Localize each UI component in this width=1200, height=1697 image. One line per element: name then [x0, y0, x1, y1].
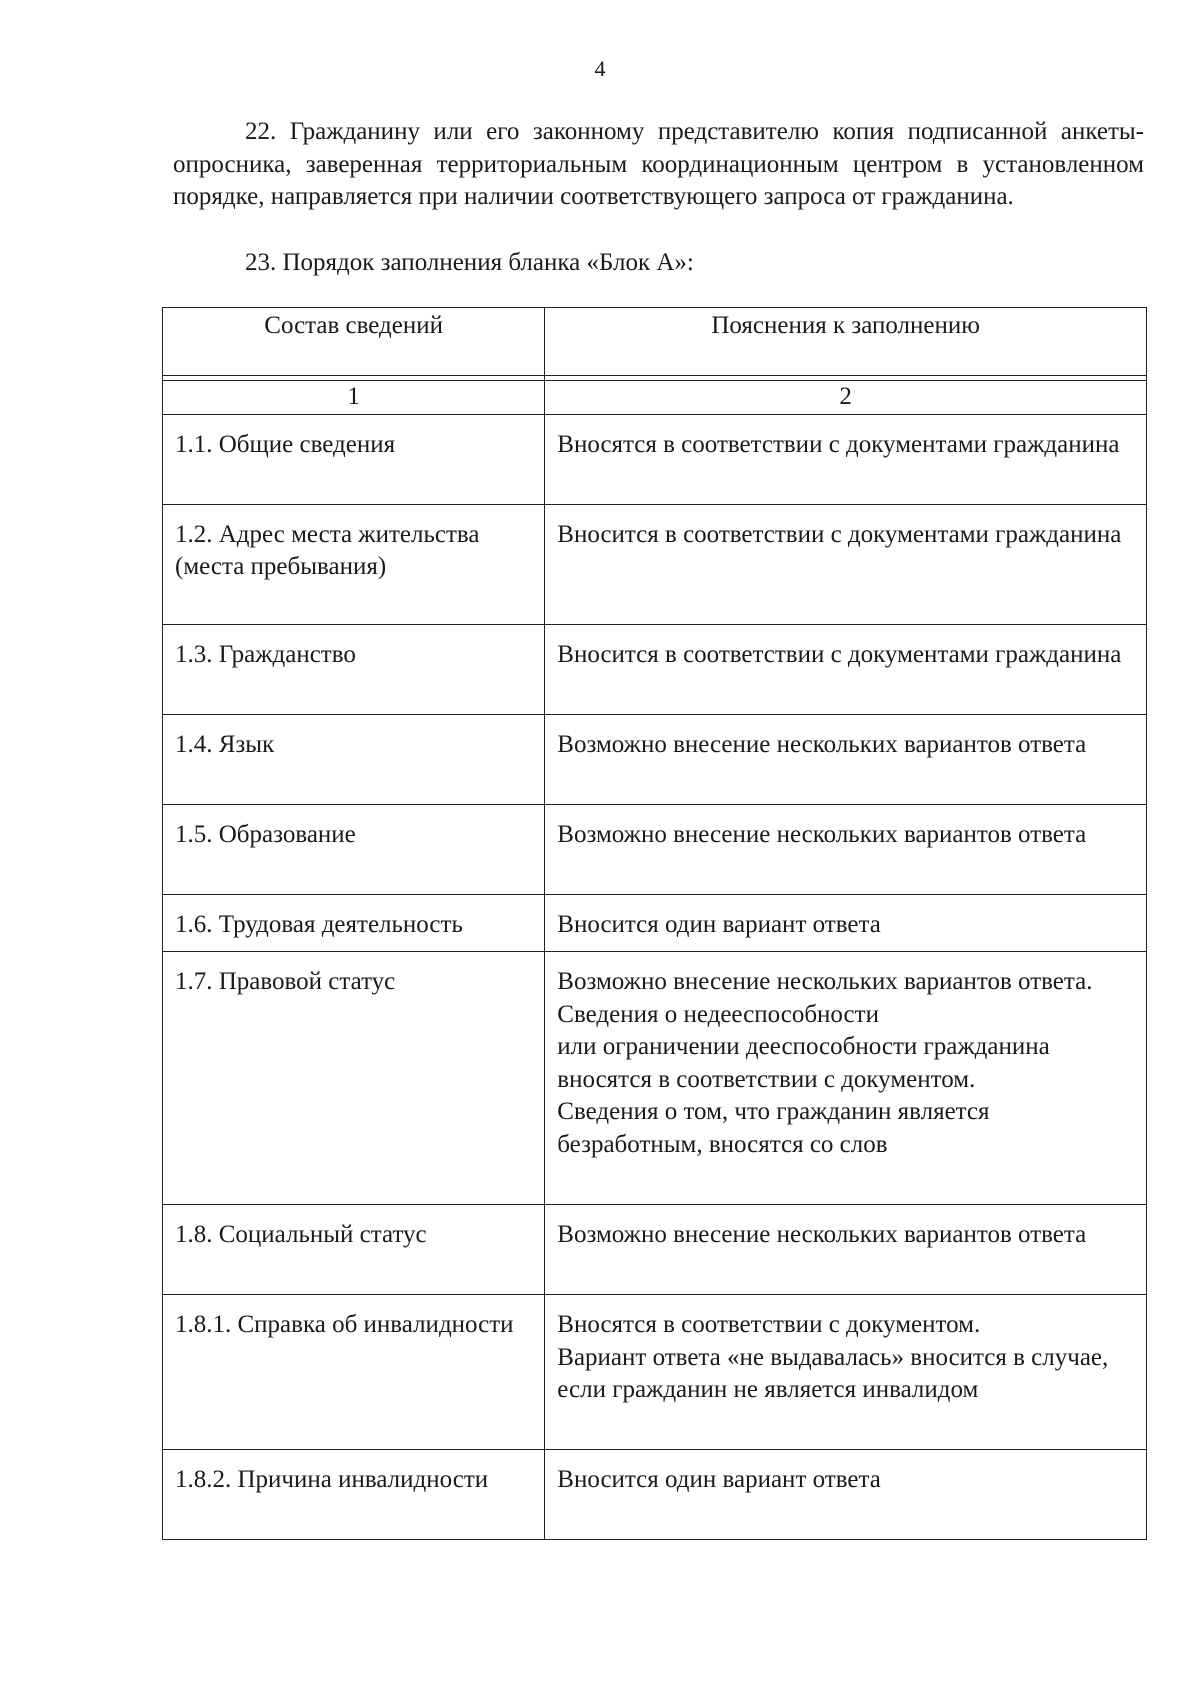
row-item: 1.7. Правовой статус: [163, 952, 545, 1205]
row-item: 1.8. Социальный статус: [163, 1205, 545, 1295]
row-explanation: [545, 624, 1147, 714]
row-explanation: [545, 1205, 1147, 1295]
row-explanation: [545, 952, 1147, 1205]
header-explanation: Пояснения к заполнению: [545, 308, 1147, 376]
row-item: 1.5. Образование: [163, 804, 545, 894]
row-item: 1.8.2. Причина инвалидности: [163, 1450, 545, 1540]
explanation-line: Вариант ответа «не выдавалась» вносится в случае, если гражданин не является инвалидом: [557, 1343, 1109, 1403]
table-row: [163, 952, 1147, 1205]
explanation-line: Сведения о недееспособности: [557, 1000, 879, 1028]
row-item: 1.2. Адрес места жительства (места пребывания): [163, 504, 545, 624]
row-explanation: [545, 804, 1147, 894]
explanation-line: Возможно внесение нескольких вариантов ответа: [557, 730, 1087, 758]
table-row: [163, 714, 1147, 804]
row-item: 1.4. Язык: [163, 714, 545, 804]
row-explanation: [545, 414, 1147, 504]
explanation-line: Вносятся в соответствии с документами гражданина: [557, 430, 1120, 458]
table-row: [163, 894, 1147, 952]
paragraph-22: 22. Гражданину или его законному представителю копия подписанной анкеты-опросника, заверенная территориальным координационным центром в установленном порядке, направляется при наличии соответствующего запроса от гражданина.: [173, 118, 1144, 210]
column-number-row: [163, 381, 1147, 415]
explanation-line: или ограничении дееспособности гражданина вносятся в соответствии с документом.: [557, 1033, 1050, 1093]
explanation-line: Возможно внесение нескольких вариантов ответа: [557, 1221, 1087, 1248]
column-number-2: 2: [545, 381, 1147, 415]
table-row: [163, 624, 1147, 714]
table-row: [163, 504, 1147, 624]
explanation-line: Вносится в соответствии с документами гражданина: [557, 520, 1122, 548]
row-item: 1.1. Общие сведения: [163, 414, 545, 504]
fill-order-table: [162, 307, 1147, 1540]
row-explanation: [545, 1295, 1147, 1450]
page-number: 4: [594, 56, 606, 81]
row-item: 1.3. Гражданство: [163, 624, 545, 714]
row-explanation: [545, 1450, 1147, 1540]
row-item: 1.8.1. Справка об инвалидности: [163, 1295, 545, 1450]
explanation-line: Вносится в соответствии с документами гражданина: [557, 640, 1122, 668]
explanation-line: Сведения о том, что гражданин является безработным, вносятся со слов: [557, 1098, 990, 1158]
table-row: [163, 804, 1147, 894]
table-row: [163, 1205, 1147, 1295]
header-composition: Состав сведений: [163, 308, 545, 376]
row-item: 1.6. Трудовая деятельность: [163, 894, 545, 952]
explanation-line: Возможно внесение нескольких вариантов ответа.: [557, 968, 1093, 995]
paragraph-23: 23. Порядок заполнения бланка «Блок А»:: [245, 249, 694, 276]
table-row: [163, 414, 1147, 504]
explanation-line: Возможно внесение нескольких вариантов ответа: [557, 820, 1087, 848]
explanation-line: Вносятся в соответствии с документом.: [557, 1311, 981, 1338]
explanation-line: Вносится один вариант ответа: [557, 910, 881, 938]
column-number-1: 1: [163, 381, 545, 415]
row-explanation: [545, 714, 1147, 804]
table-header-row: [163, 308, 1147, 376]
table-row: [163, 1295, 1147, 1450]
explanation-line: Вносится один вариант ответа: [557, 1466, 881, 1493]
row-explanation: [545, 894, 1147, 952]
table-row: [163, 1450, 1147, 1540]
row-explanation: [545, 504, 1147, 624]
